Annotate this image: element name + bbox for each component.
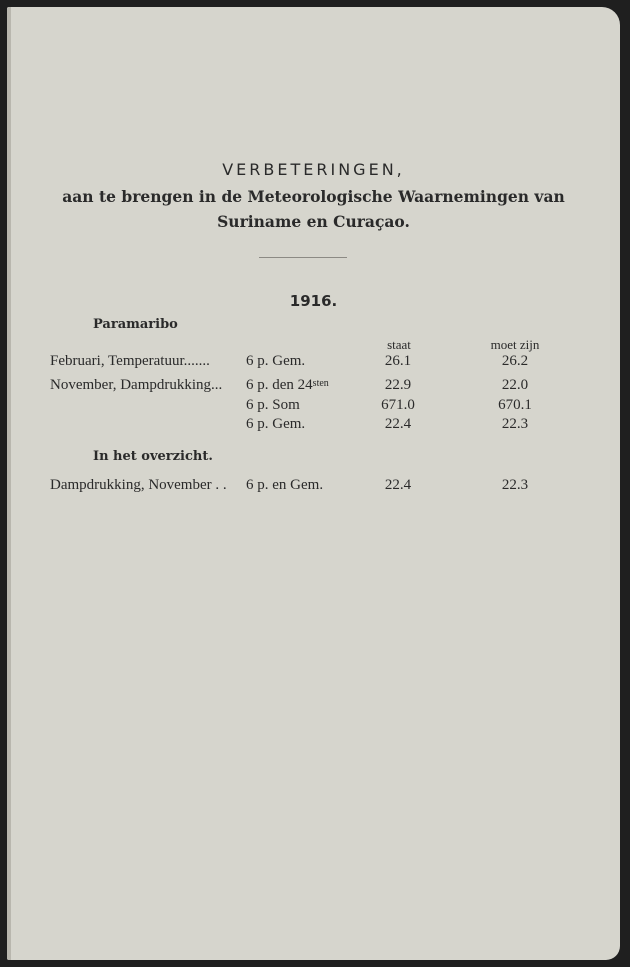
table-row-label: November, Dampdrukking... (50, 377, 223, 393)
table-row-time-text: 6 p. den 24 (246, 377, 313, 393)
table-cell-moet-zijn: 22.0 (501, 377, 529, 393)
station-heading: Paramaribo (93, 317, 178, 332)
table-cell-staat: 22.9 (384, 377, 412, 393)
table-row-time-suffix: sten (312, 378, 329, 389)
table-cell-moet-zijn: 22.3 (501, 416, 529, 432)
table-row-time (246, 377, 329, 394)
overview-cell-moet-zijn: 22.3 (501, 477, 529, 493)
overview-row-time: 6 p. en Gem. (246, 477, 324, 493)
table-row-time: 6 p. Gem. (246, 353, 306, 369)
book-page (7, 7, 620, 960)
page-subtitle-line2: Suriname en Curaçao. (217, 212, 410, 231)
divider (259, 257, 347, 258)
table-cell-staat: 26.1 (384, 353, 412, 369)
overview-heading: In het overzicht. (93, 449, 213, 464)
table-cell-staat: 671.0 (381, 397, 415, 413)
table-cell-staat: 22.4 (384, 416, 412, 432)
table-cell-moet-zijn: 26.2 (501, 353, 529, 369)
overview-cell-staat: 22.4 (384, 477, 412, 493)
table-row-label: Februari, Temperatuur....... (50, 353, 210, 369)
column-header-moet-zijn: moet zijn (490, 337, 540, 352)
table-cell-moet-zijn: 670.1 (498, 397, 532, 413)
page-title: VERBETERINGEN, (222, 160, 405, 179)
column-header-staat: staat (387, 337, 411, 352)
overview-row-label: Dampdrukking, November . . (50, 477, 227, 493)
page-spine (7, 7, 11, 960)
page-subtitle-line1: aan te brengen in de Meteorologische Waarnemingen van (62, 187, 565, 206)
table-row-time: 6 p. Som (246, 397, 300, 413)
year-heading: 1916. (289, 292, 338, 310)
table-row-time: 6 p. Gem. (246, 416, 306, 432)
